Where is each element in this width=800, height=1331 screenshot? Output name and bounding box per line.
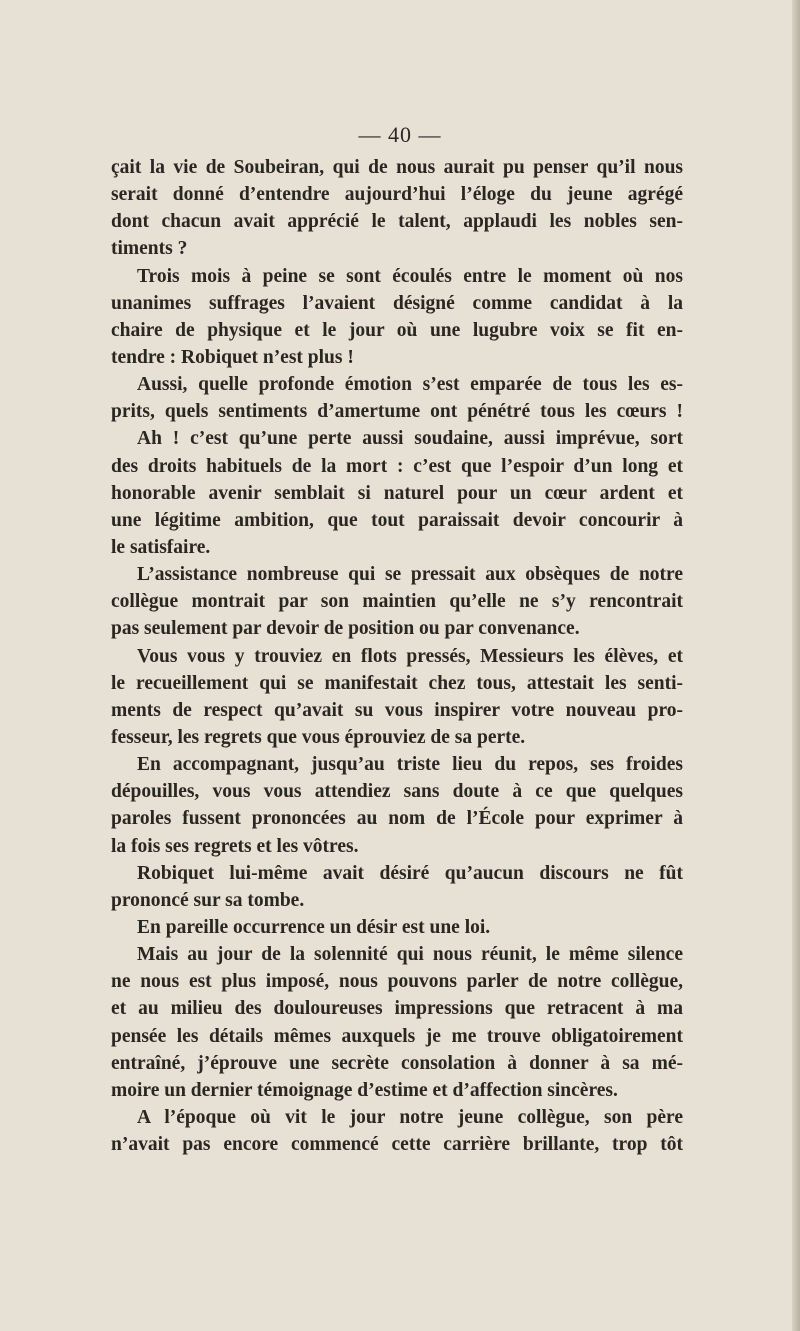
page-edge xyxy=(792,0,800,1331)
text-line: des droits habituels de la mort : c’est que l’espoir d’un long et xyxy=(111,455,683,477)
text-line: le recueillement qui se manifestait chez tous, attestait les senti- xyxy=(111,672,683,694)
text-line: paroles fussent prononcées au nom de l’École pour exprimer à xyxy=(111,808,683,830)
text-line: ments de respect qu’avait su vous inspirer votre nouveau pro- xyxy=(111,699,683,721)
text-line: n’avait pas encore commencé cette carrière brillante, trop tôt xyxy=(111,1134,683,1156)
text-line: chaire de physique et le jour où une lugubre voix se fit en- xyxy=(111,319,683,341)
text-line: fesseur, les regrets que vous éprouviez de sa perte. xyxy=(111,726,526,748)
text-line: dépouilles, vous vous attendiez sans doute à ce que quelques xyxy=(111,781,683,803)
text-line: Aussi, quelle profonde émotion s’est emparée de tous les es- xyxy=(137,374,683,396)
text-line: tendre : Robiquet n’est plus ! xyxy=(111,346,354,368)
text-line: En pareille occurrence un désir est une loi. xyxy=(137,916,491,938)
text-line: Vous vous y trouviez en flots pressés, Messieurs les élèves, et xyxy=(137,645,683,667)
text-line: la fois ses regrets et les vôtres. xyxy=(111,835,359,857)
text-line: honorable avenir semblait si naturel pour un cœur ardent et xyxy=(111,482,683,504)
text-line: Mais au jour de la solennité qui nous réunit, le même silence xyxy=(137,944,683,966)
text-line: pensée les détails mêmes auxquels je me trouve obligatoirement xyxy=(111,1025,683,1047)
text-line: entraîné, j’éprouve une secrète consolation à donner à sa mé- xyxy=(111,1052,683,1074)
text-line: En accompagnant, jusqu’au triste lieu du repos, ses froides xyxy=(137,754,683,776)
text-line: moire un dernier témoignage d’estime et d’affection sincères. xyxy=(111,1079,618,1101)
text-line: Ah ! c’est qu’une perte aussi soudaine, aussi imprévue, sort xyxy=(137,428,683,450)
text-line: prononcé sur sa tombe. xyxy=(111,889,305,911)
text-line: serait donné d’entendre aujourd’hui l’éloge du jeune agrégé xyxy=(111,184,683,206)
text-line: et au milieu des douloureuses impressions que retracent à ma xyxy=(111,998,683,1020)
page-number: — 40 — xyxy=(358,122,442,147)
text-line: dont chacun avait apprécié le talent, applaudi les nobles sen- xyxy=(111,211,683,233)
text-line: timents ? xyxy=(111,238,188,260)
text-line: Robiquet lui-même avait désiré qu’aucun discours ne fût xyxy=(137,862,683,884)
text-line: le satisfaire. xyxy=(111,536,211,558)
text-line: Trois mois à peine se sont écoulés entre le moment où nos xyxy=(137,265,683,287)
text-line: unanimes suffrages l’avaient désigné comme candidat à la xyxy=(111,292,683,314)
text-line: ne nous est plus imposé, nous pouvons parler de notre collègue, xyxy=(111,971,683,993)
text-line: prits, quels sentiments d’amertume ont pénétré tous les cœurs ! xyxy=(111,401,683,423)
text-line: çait la vie de Soubeiran, qui de nous aurait pu penser qu’il nous xyxy=(111,157,683,178)
text-line: une légitime ambition, que tout paraissait devoir concourir à xyxy=(111,509,683,531)
text-line: collègue montrait par son maintien qu’elle ne s’y rencontrait xyxy=(111,591,683,613)
text-line: A l’époque où vit le jour notre jeune collègue, son père xyxy=(137,1106,683,1128)
body-text xyxy=(111,154,683,1158)
text-line: L’assistance nombreuse qui se pressait aux obsèques de notre xyxy=(137,564,683,586)
text-line: pas seulement par devoir de position ou par convenance. xyxy=(111,618,580,640)
